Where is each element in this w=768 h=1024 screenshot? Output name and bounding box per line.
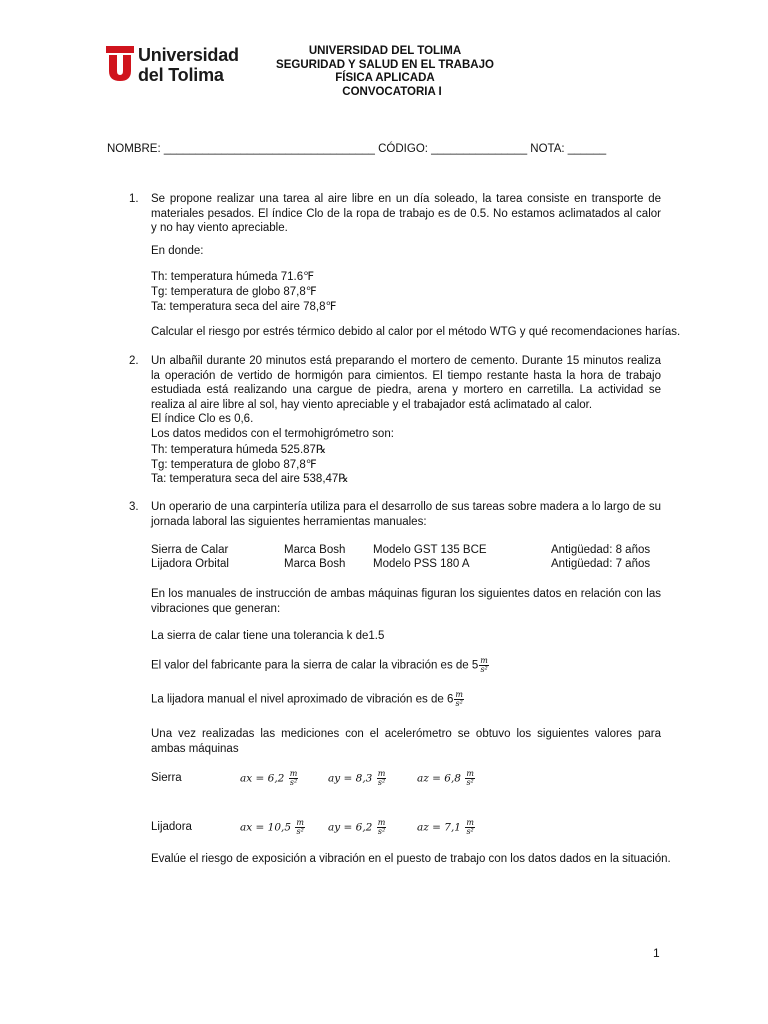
tool-brand: Marca Bosh — [284, 544, 346, 556]
header-program: SEGURIDAD Y SALUD EN EL TRABAJO — [276, 58, 494, 71]
unit-fraction — [465, 819, 475, 836]
student-fields: NOMBRE: _________________________________ CÓDIGO: _______________ NOTA: ______ — [107, 143, 607, 155]
university-logo — [106, 45, 238, 87]
az-value: 𝑎𝑧 = 7,1 — [417, 821, 461, 834]
question-1-ta: Ta: temperatura seca del aire 78,8℉ — [151, 301, 337, 313]
ay-value: 𝑎𝑦 = 8,3 — [328, 772, 373, 785]
unit-numerator: m — [289, 769, 298, 778]
question-3-mediciones: Una vez realizadas las mediciones con el acelerómetro se obtuvo los siguientes valores para ambas máquinas — [151, 728, 661, 755]
question-3-text: Un operario de una carpintería utiliza para el desarrollo de sus tareas sobre madera a lo largo de su jornada laboral las siguientes herramientas manuales: — [151, 501, 661, 528]
tool-age: Antigüedad: 7 años — [551, 558, 651, 570]
measurement-ax — [240, 819, 305, 836]
unit-numerator: m — [377, 818, 386, 827]
unit-fraction — [454, 691, 464, 708]
question-3-tolerancia: La sierra de calar tiene una tolerancia k de1.5 — [151, 630, 385, 642]
unit-fraction — [377, 819, 387, 836]
ay-value: 𝑎𝑦 = 6,2 — [328, 821, 373, 834]
question-2-text: Un albañil durante 20 minutos está preparando el mortero de cemento. Durante 15 minutos realiza la operación de vertido de hormigón para cimientos. El tiempo restante hasta la hora de trabajo estudiada está realizando una cargue de piedra, arena y mortero en carretilla. La actividad se realiza al aire libre al sol, hay viento apreciable y el trabajador está aclimatado al calor. — [151, 355, 661, 411]
measurement-az — [417, 819, 475, 836]
unit-denominator: s² — [466, 778, 474, 787]
unit-numerator: m — [377, 769, 386, 778]
question-3-evalue: Evalúe el riesgo de exposición a vibración en el puesto de trabajo con los datos dados en la situación. — [151, 853, 671, 865]
question-1-number: 1. — [129, 193, 139, 205]
unit-fraction — [377, 770, 387, 787]
question-3-lijadora — [151, 691, 464, 708]
question-2-tg: Tg: temperatura de globo 87,8℉ — [151, 459, 317, 471]
measurement-ax — [240, 770, 298, 787]
measurement-ay — [328, 819, 386, 836]
question-1-task: Calcular el riesgo por estrés térmico debido al calor por el método WTG y qué recomendaciones harías. — [151, 326, 681, 338]
unit-numerator: m — [466, 769, 474, 778]
question-1-th: Th: temperatura húmeda 71.6℉ — [151, 271, 315, 283]
unit-numerator: m — [480, 656, 488, 665]
question-1-en-donde: En donde: — [151, 245, 204, 257]
unit-fraction — [479, 657, 489, 674]
unit-numerator: m — [455, 690, 463, 699]
university-shield-icon — [106, 46, 134, 82]
page-number: 1 — [653, 946, 660, 960]
unit-numerator: m — [466, 818, 474, 827]
tool-name: Lijadora Orbital — [151, 558, 229, 570]
measurement-ay — [328, 770, 386, 787]
unit-fraction — [289, 770, 299, 787]
unit-denominator: s² — [296, 827, 304, 836]
unit-denominator: s² — [289, 778, 298, 787]
question-1-tg: Tg: temperatura de globo 87,8℉ — [151, 286, 317, 298]
header-call: CONVOCATORIA I — [342, 85, 442, 98]
ax-value: 𝑎𝑥 = 6,2 — [240, 772, 285, 785]
question-2-datos: Los datos medidos con el termohigrómetro son: — [151, 428, 394, 440]
unit-fraction — [295, 819, 305, 836]
tool-brand: Marca Bosh — [284, 558, 346, 570]
ax-value: 𝑎𝑥 = 10,5 — [240, 821, 292, 834]
question-2-ta: Ta: temperatura seca del aire 538,47℞ — [151, 473, 349, 485]
measurement-label: Lijadora — [151, 821, 192, 833]
header-university: UNIVERSIDAD DEL TOLIMA — [308, 45, 462, 57]
question-3-manuales: En los manuales de instrucción de ambas máquinas figuran los siguientes datos en relación con las vibraciones que generan: — [151, 588, 661, 615]
tool-model: Modelo PSS 180 A — [373, 558, 470, 570]
tool-model: Modelo GST 135 BCE — [373, 544, 487, 556]
az-value: 𝑎𝑧 = 6,8 — [417, 772, 461, 785]
header-course: FÍSICA APLICADA — [335, 72, 435, 85]
question-1-text: Se propone realizar una tarea al aire libre en un día soleado, la tarea consiste en transporte de materiales pesados. El índice Clo de la ropa de trabajo es de 0.5. No estamos aclimatados al calor y no hay viento apreciable. — [151, 193, 661, 234]
logo-line-1: Universidad — [138, 45, 239, 65]
document-header — [240, 45, 530, 99]
measurement-label: Sierra — [151, 772, 182, 784]
logo-text — [138, 45, 239, 85]
lijadora-text: La lijadora manual el nivel aproximado de vibración es de 6 — [151, 693, 454, 706]
question-2-number: 2. — [129, 355, 139, 367]
unit-fraction — [465, 770, 475, 787]
tool-name: Sierra de Calar — [151, 544, 229, 556]
question-3-number: 3. — [129, 501, 139, 513]
question-3-fabricante — [151, 657, 489, 674]
question-2-th: Th: temperatura húmeda 525.87℞ — [151, 444, 327, 456]
unit-numerator: m — [296, 818, 304, 827]
tool-age: Antigüedad: 8 años — [551, 544, 651, 556]
fabricante-text: El valor del fabricante para la sierra de calar la vibración es de 5 — [151, 659, 479, 672]
question-2-clo: El índice Clo es 0,6. — [151, 413, 254, 425]
logo-line-2: del Tolima — [138, 65, 224, 85]
measurement-az — [417, 770, 475, 787]
unit-denominator: s² — [466, 827, 474, 836]
unit-denominator: s² — [455, 699, 463, 708]
unit-denominator: s² — [480, 665, 488, 674]
unit-denominator: s² — [377, 778, 386, 787]
unit-denominator: s² — [377, 827, 386, 836]
